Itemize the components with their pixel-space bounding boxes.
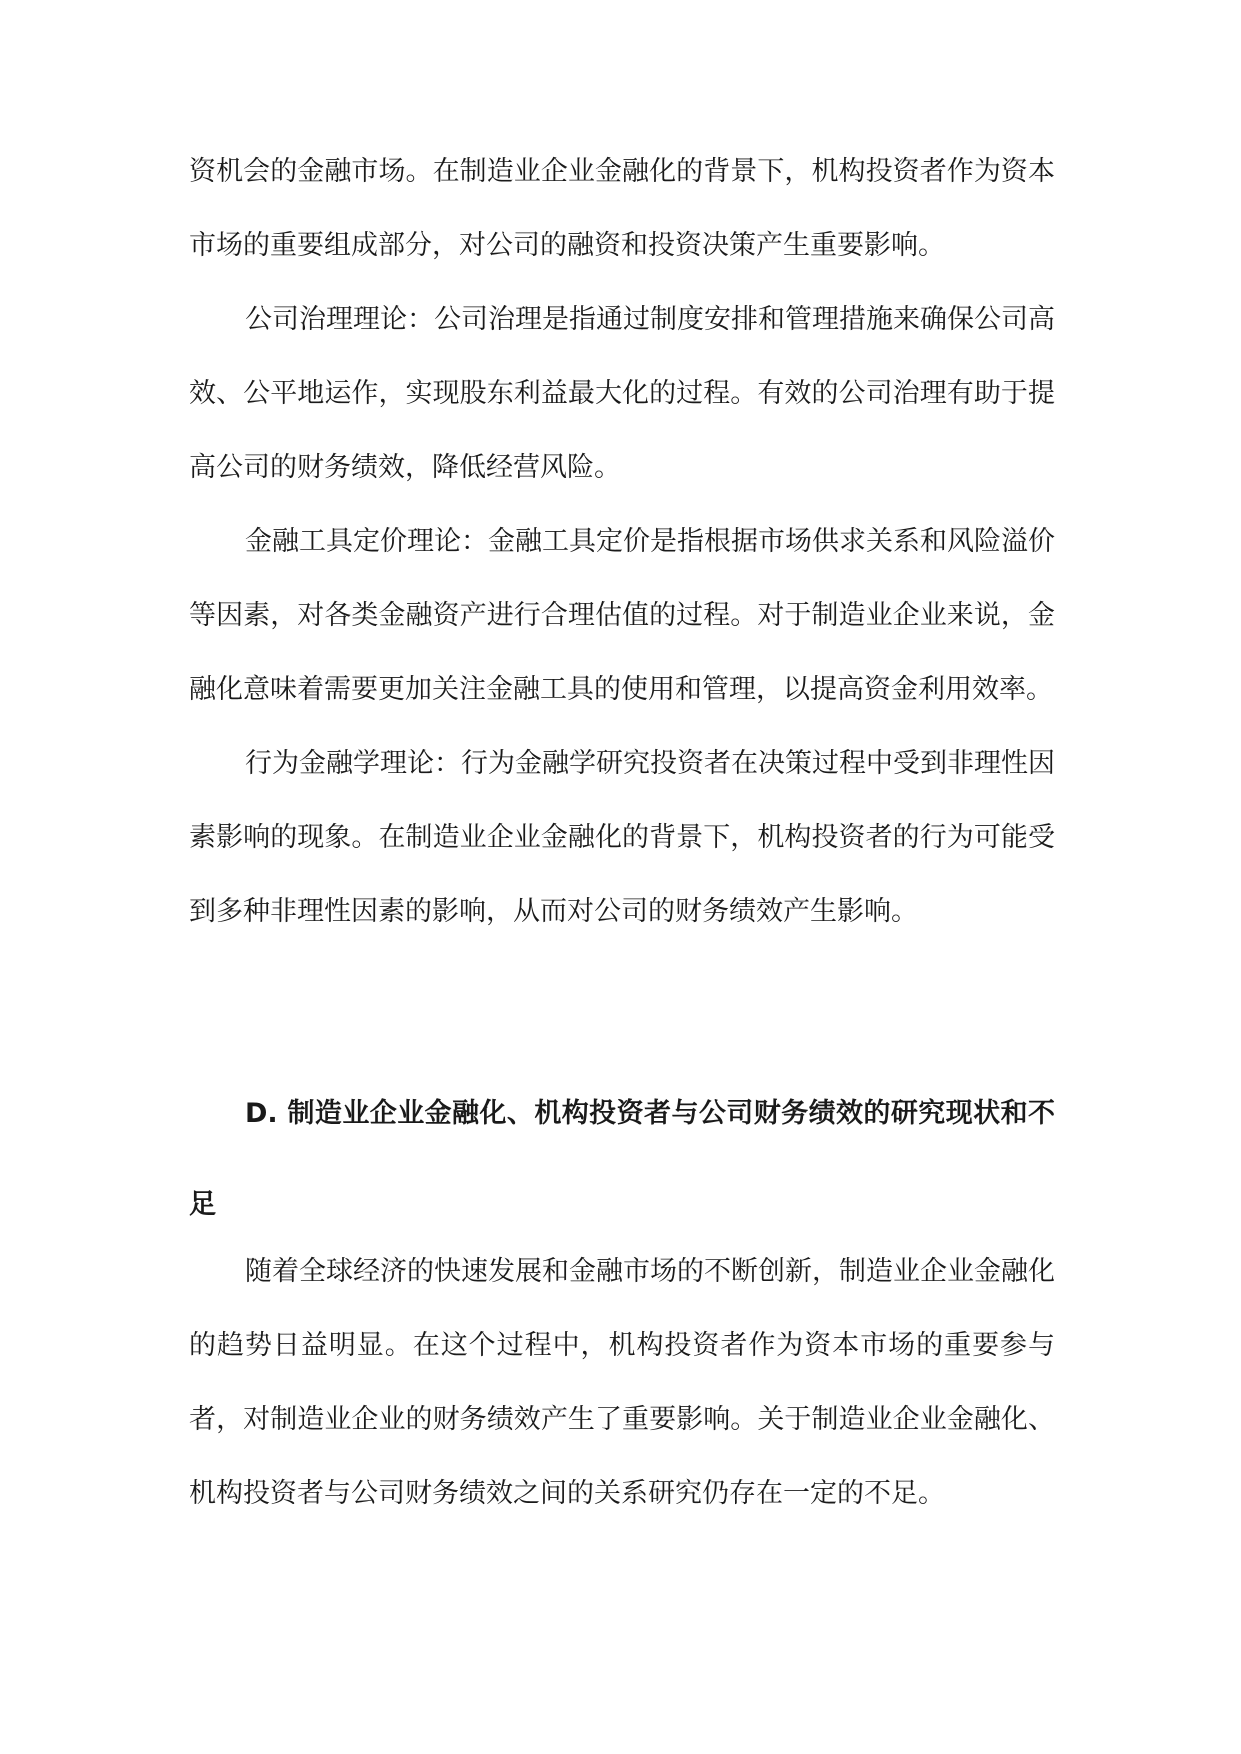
paragraph-behavioral-finance: 行为金融学理论：行为金融学研究投资者在决策过程中受到非理性因素影响的现象。在制造业企业金融化的背景下，机构投资者的行为可能受到多种非理性因素的影响，从而对公司的财务绩效产生影响。 [189, 748, 1055, 927]
section-heading-block [189, 1068, 1055, 1250]
paragraph-corporate-governance: 公司治理理论：公司治理是指通过制度安排和管理措施来确保公司高效、公平地运作，实现股东利益最大化的过程。有效的公司治理有助于提高公司的财务绩效，降低经营风险。 [189, 304, 1055, 483]
paragraph-financial-instrument-pricing: 金融工具定价理论：金融工具定价是指根据市场供求关系和风险溢价等因素，对各类金融资产进行合理估值的过程。对于制造业企业来说，金融化意味着需要更加关注金融工具的使用和管理，以提高资金利用效率。 [189, 526, 1055, 705]
body-text-top [189, 135, 1055, 949]
paragraph-research-status: 随着全球经济的快速发展和金融市场的不断创新，制造业企业金融化的趋势日益明显。在这个过程中，机构投资者作为资本市场的重要参与者，对制造业企业的财务绩效产生了重要影响。关于制造业企业金融化、机构投资者与公司财务绩效之间的关系研究仍存在一定的不足。 [189, 1256, 1055, 1509]
paragraph-investment-opportunity: 资机会的金融市场。在制造业企业金融化的背景下，机构投资者作为资本市场的重要组成部分，对公司的融资和投资决策产生重要影响。 [189, 156, 1055, 261]
body-text-bottom [189, 1235, 1055, 1531]
section-heading: D. 制造业企业金融化、机构投资者与公司财务绩效的研究现状和不足 [189, 1098, 1055, 1220]
